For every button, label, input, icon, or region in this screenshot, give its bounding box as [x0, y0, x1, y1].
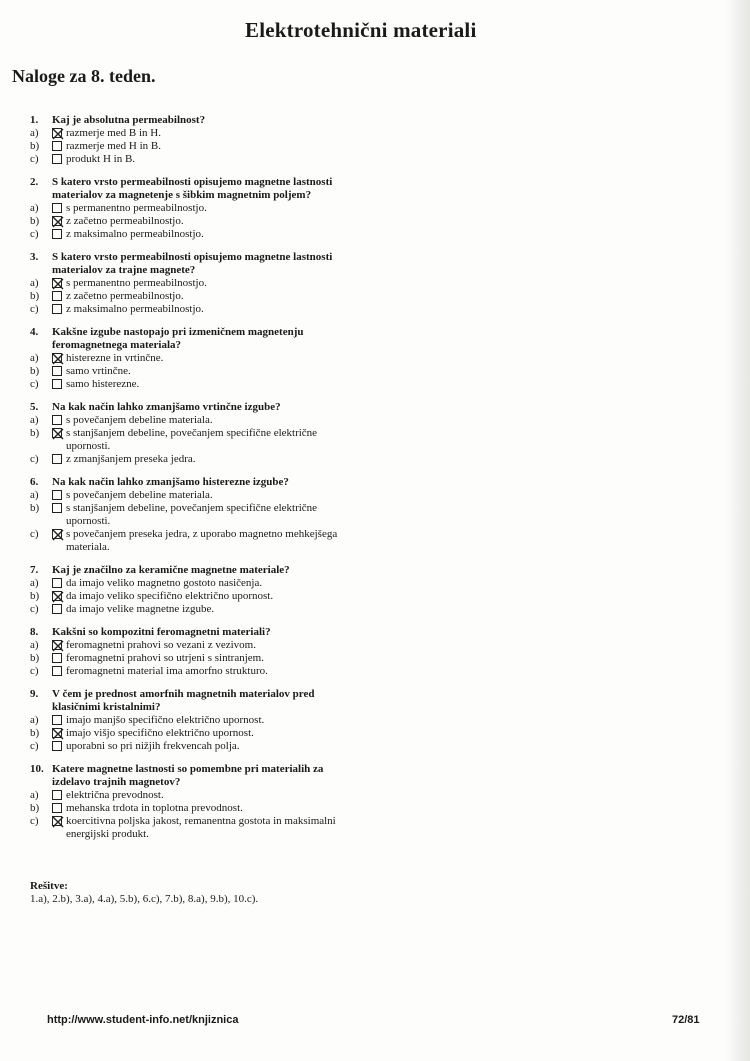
checked-box-icon[interactable]: [52, 428, 62, 438]
option-text: imajo manjšo specifično električno upornost.: [66, 714, 265, 726]
option-text: da imajo veliko magnetno gostoto nasičenja.: [66, 577, 263, 589]
answer-option: [30, 577, 360, 590]
empty-checkbox-icon[interactable]: [52, 715, 62, 725]
option-text: z maksimalno permeabilnostjo.: [66, 228, 204, 240]
answer-option: [30, 365, 360, 378]
answer-option: [30, 290, 360, 303]
answer-option: [30, 727, 360, 740]
answer-option: [30, 714, 360, 727]
question-text: S katero vrsto permeabilnosti opisujemo magnetne lastnosti materialov za trajne magnete?: [52, 251, 333, 276]
answer-option: [30, 215, 360, 228]
empty-checkbox-icon[interactable]: [52, 379, 62, 389]
empty-checkbox-icon[interactable]: [52, 141, 62, 151]
option-letter: a): [30, 639, 39, 651]
option-text: histerezne in vrtinčne.: [66, 352, 164, 364]
answer-option: [30, 489, 360, 502]
option-letter: c): [30, 528, 39, 540]
question-text: Kaj je absolutna permeabilnost?: [52, 114, 206, 126]
question-6: [30, 476, 360, 554]
answer-option: [30, 740, 360, 753]
option-text: z zmanjšanjem preseka jedra.: [66, 453, 196, 465]
question-1: [30, 114, 360, 166]
option-text: s povečanjem debeline materiala.: [66, 414, 213, 426]
answer-option: [30, 228, 360, 241]
option-letter: c): [30, 303, 39, 315]
question-heading: [30, 176, 360, 202]
checked-box-icon[interactable]: [52, 640, 62, 650]
option-letter: a): [30, 577, 39, 589]
answer-option: [30, 639, 360, 652]
option-letter: b): [30, 140, 40, 152]
question-4: [30, 326, 360, 391]
option-text: z začetno permeabilnostjo.: [66, 290, 184, 302]
question-7: [30, 564, 360, 616]
question-heading: [30, 401, 360, 414]
option-letter: c): [30, 740, 39, 752]
question-9: [30, 688, 360, 753]
question-text: Kakšne izgube nastopajo pri izmeničnem magnetenju feromagnetnega materiala?: [52, 326, 304, 351]
option-text: feromagnetni prahovi so utrjeni s sintranjem.: [66, 652, 264, 664]
section-title: Naloge za 8. teden.: [12, 66, 156, 86]
option-text: s stanjšanjem debeline, povečanjem specifične električne upornosti.: [66, 502, 318, 527]
empty-checkbox-icon[interactable]: [52, 653, 62, 663]
option-text: feromagnetni prahovi so vezani z vezivom.: [66, 639, 256, 651]
checked-box-icon[interactable]: [52, 353, 62, 363]
question-number: 4.: [30, 326, 39, 338]
question-heading: [30, 564, 360, 577]
option-letter: a): [30, 489, 39, 501]
option-letter: a): [30, 789, 39, 801]
option-text: produkt H in B.: [66, 153, 136, 165]
option-text: feromagnetni material ima amorfno strukturo.: [66, 665, 268, 677]
solutions-label: Rešitve:: [30, 880, 68, 892]
question-number: 9.: [30, 688, 39, 700]
option-letter: a): [30, 277, 39, 289]
option-letter: a): [30, 352, 39, 364]
empty-checkbox-icon[interactable]: [52, 490, 62, 500]
option-text: električna prevodnost.: [66, 789, 164, 801]
option-letter: c): [30, 665, 39, 677]
empty-checkbox-icon[interactable]: [52, 790, 62, 800]
option-text: da imajo velike magnetne izgube.: [66, 603, 215, 615]
document-title: Elektrotehnični materiali: [245, 18, 477, 42]
empty-checkbox-icon[interactable]: [52, 604, 62, 614]
option-text: uporabni so pri nižjih frekvencah polja.: [66, 740, 240, 752]
empty-checkbox-icon[interactable]: [52, 291, 62, 301]
checked-box-icon[interactable]: [52, 216, 62, 226]
question-text: S katero vrsto permeabilnosti opisujemo magnetne lastnosti materialov za magnetenje s šibkim magnetnim poljem?: [52, 176, 333, 201]
question-list: [30, 114, 360, 851]
empty-checkbox-icon[interactable]: [52, 366, 62, 376]
answer-option: [30, 528, 360, 554]
question-number: 8.: [30, 626, 39, 638]
option-text: razmerje med H in B.: [66, 140, 161, 152]
answer-option: [30, 202, 360, 215]
option-letter: c): [30, 603, 39, 615]
question-8: [30, 626, 360, 678]
option-letter: b): [30, 590, 40, 602]
answer-option: [30, 153, 360, 166]
option-letter: c): [30, 815, 39, 827]
option-text: razmerje med B in H.: [66, 127, 161, 139]
empty-checkbox-icon[interactable]: [52, 154, 62, 164]
option-letter: c): [30, 153, 39, 165]
option-text: samo vrtinčne.: [66, 365, 131, 377]
empty-checkbox-icon[interactable]: [52, 803, 62, 813]
footer-url[interactable]: http://www.student-info.net/knjiznica: [47, 1014, 239, 1026]
answer-option: [30, 502, 360, 528]
empty-checkbox-icon[interactable]: [52, 304, 62, 314]
question-heading: [30, 114, 360, 127]
answer-option: [30, 652, 360, 665]
question-text: Kaj je značilno za keramične magnetne materiale?: [52, 564, 290, 576]
empty-checkbox-icon[interactable]: [52, 741, 62, 751]
question-number: 10.: [30, 763, 44, 775]
option-letter: b): [30, 427, 40, 439]
option-letter: a): [30, 414, 39, 426]
answer-option: [30, 665, 360, 678]
option-letter: b): [30, 290, 40, 302]
answer-option: [30, 802, 360, 815]
empty-checkbox-icon[interactable]: [52, 415, 62, 425]
option-letter: b): [30, 365, 40, 377]
option-letter: c): [30, 453, 39, 465]
option-text: mehanska trdota in toplotna prevodnost.: [66, 802, 243, 814]
question-heading: [30, 688, 360, 714]
empty-checkbox-icon[interactable]: [52, 454, 62, 464]
option-text: z maksimalno permeabilnostjo.: [66, 303, 204, 315]
question-3: [30, 251, 360, 316]
option-text: samo histerezne.: [66, 378, 140, 390]
question-text: Kakšni so kompozitni feromagnetni materiali?: [52, 626, 271, 638]
answer-option: [30, 815, 360, 841]
option-letter: a): [30, 127, 39, 139]
checked-box-icon[interactable]: [52, 591, 62, 601]
option-text: koercitivna poljska jakost, remanentna gostota in maksimalni energijski produkt.: [66, 815, 336, 840]
question-number: 3.: [30, 251, 39, 263]
option-text: da imajo veliko specifično električno upornost.: [66, 590, 274, 602]
question-heading: [30, 476, 360, 489]
question-text: Katere magnetne lastnosti so pomembne pri materialih za izdelavo trajnih magnetov?: [52, 763, 324, 788]
question-text: Na kak način lahko zmanjšamo histerezne izgube?: [52, 476, 289, 488]
question-number: 1.: [30, 114, 39, 126]
answer-option: [30, 352, 360, 365]
empty-checkbox-icon[interactable]: [52, 229, 62, 239]
question-5: [30, 401, 360, 466]
option-letter: b): [30, 652, 40, 664]
option-letter: c): [30, 228, 39, 240]
checked-box-icon[interactable]: [52, 128, 62, 138]
scan-shadow-edge: [726, 0, 750, 1061]
answer-option: [30, 453, 360, 466]
checked-box-icon[interactable]: [52, 728, 62, 738]
option-text: s povečanjem preseka jedra, z uporabo magnetno mehkejšega materiala.: [66, 528, 338, 553]
option-letter: a): [30, 714, 39, 726]
option-letter: c): [30, 378, 39, 390]
option-text: s permanentno permeabilnostjo.: [66, 202, 207, 214]
answer-option: [30, 427, 360, 453]
answer-option: [30, 603, 360, 616]
question-number: 7.: [30, 564, 39, 576]
question-number: 6.: [30, 476, 39, 488]
option-text: imajo višjo specifično električno upornost.: [66, 727, 254, 739]
question-heading: [30, 251, 360, 277]
checked-box-icon[interactable]: [52, 816, 62, 826]
answer-option: [30, 303, 360, 316]
answer-option: [30, 378, 360, 391]
answer-option: [30, 127, 360, 140]
answer-option: [30, 277, 360, 290]
answer-option: [30, 414, 360, 427]
option-letter: b): [30, 502, 40, 514]
answer-option: [30, 590, 360, 603]
option-letter: b): [30, 802, 40, 814]
question-text: Na kak način lahko zmanjšamo vrtinčne izgube?: [52, 401, 281, 413]
empty-checkbox-icon[interactable]: [52, 666, 62, 676]
empty-checkbox-icon[interactable]: [52, 203, 62, 213]
option-letter: a): [30, 202, 39, 214]
empty-checkbox-icon[interactable]: [52, 503, 62, 513]
question-heading: [30, 626, 360, 639]
empty-checkbox-icon[interactable]: [52, 578, 62, 588]
question-text: V čem je prednost amorfnih magnetnih materialov pred klasičnimi kristalnimi?: [52, 688, 315, 713]
question-number: 5.: [30, 401, 39, 413]
checked-box-icon[interactable]: [52, 529, 62, 539]
question-10: [30, 763, 360, 841]
option-text: s stanjšanjem debeline, povečanjem specifične električne upornosti.: [66, 427, 318, 452]
page-number: 72/81: [672, 1014, 700, 1026]
option-letter: b): [30, 215, 40, 227]
option-text: s povečanjem debeline materiala.: [66, 489, 213, 501]
question-number: 2.: [30, 176, 39, 188]
option-letter: b): [30, 727, 40, 739]
solutions-text: 1.a), 2.b), 3.a), 4.a), 5.b), 6.c), 7.b), 8.a), 9.b), 10.c).: [30, 893, 259, 905]
option-text: z začetno permeabilnostjo.: [66, 215, 184, 227]
question-heading: [30, 326, 360, 352]
checked-box-icon[interactable]: [52, 278, 62, 288]
answer-option: [30, 140, 360, 153]
option-text: s permanentno permeabilnostjo.: [66, 277, 207, 289]
answer-option: [30, 789, 360, 802]
question-heading: [30, 763, 360, 789]
question-2: [30, 176, 360, 241]
